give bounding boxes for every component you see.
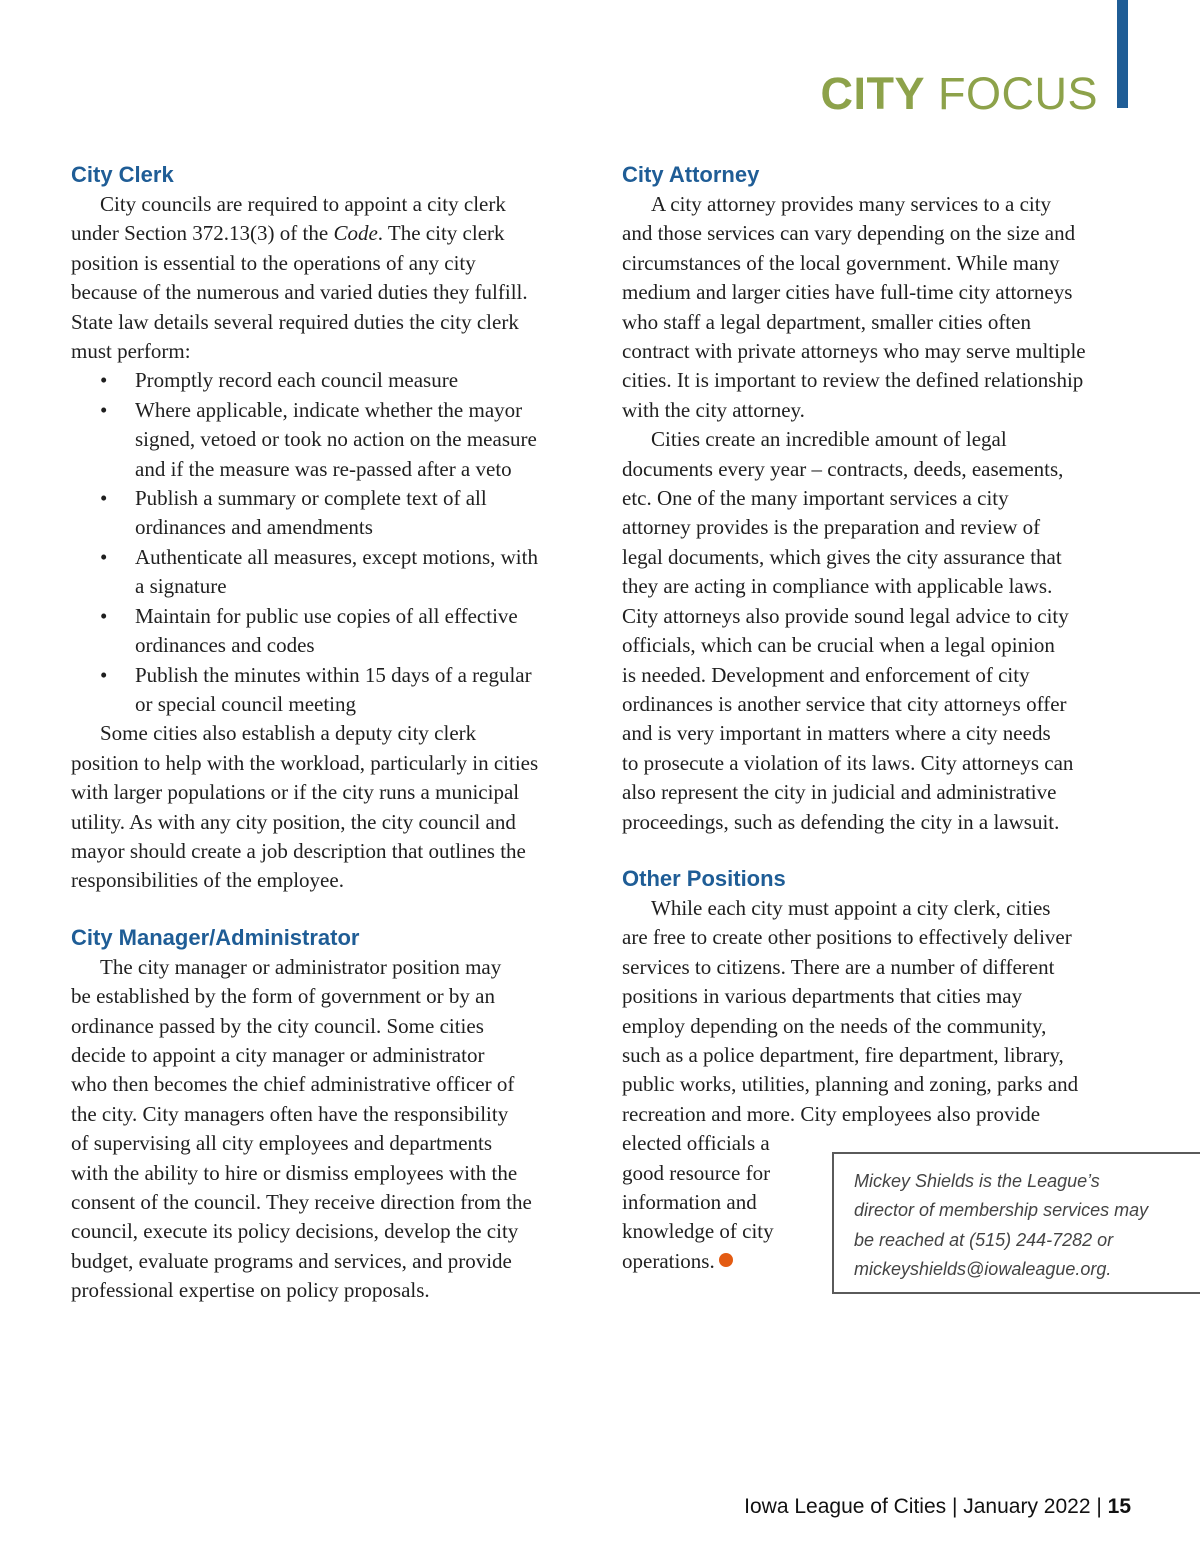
clerk-duties-list: [71, 366, 583, 719]
author-bio-box: [832, 1152, 1200, 1294]
city-clerk-intro: [71, 190, 583, 366]
page-number: 15: [1107, 1495, 1131, 1518]
accent-bar: [1117, 0, 1128, 108]
list-item: • Where applicable, indicate whether the mayor signed, vetoed or took no action on the measure and if the measure was re-passed after a veto: [100, 397, 537, 481]
author-bio: Mickey Shields is the League’s director of membership services may be reached at (515) 244-7282 or mickeyshields@iowaleague.org.: [854, 1171, 1149, 1280]
list-item: • Maintain for public use copies of all effective ordinances and codes: [100, 603, 518, 658]
list-item: • Publish a summary or complete text of all ordinances and amendments: [100, 486, 487, 540]
city-manager-heading: City Manager/Administrator: [71, 924, 360, 950]
text-line: because of the numerous and varied duties they fulfill.: [71, 280, 528, 305]
city-clerk-heading: City Clerk: [71, 162, 174, 187]
masthead-light: FOCUS: [938, 68, 1098, 119]
list-item: • Promptly record each council measure: [100, 368, 459, 393]
city-attorney-paragraph-2: Cities create an incredible amount of legal documents every year – contracts, deeds, easements, etc. One of the many important services a city attorney provides is the preparation and review of legal documents, which gives the city assurance that they are acting in compliance with applicable laws. City attorneys also provide sound legal advice to city officials, which can be crucial when a legal opinion is needed. Development and enforcement of city ordinances is another service that city attorneys offer and is very important in matters where a city needs to prosecute a violation of its laws. City attorneys can also represent the city in judicial and administrative proceedings, such as defending the city in a lawsuit.: [622, 427, 1074, 834]
other-positions-paragraph: While each city must appoint a city clerk, cities are free to create other positions to effectively deliver services to citizens. There are a number of different positions in various departments that cities may employ depending on the needs of the community, such as a police department, fire department, library, public works, utilities, planning and zoning, parks and recreation and more. City employees also provide: [622, 895, 1079, 1126]
city-attorney-paragraph-1: A city attorney provides many services to a city and those services can vary depending on the size and circumstances of the local government. While many medium and larger cities have full-time city attorneys who staff a legal department, smaller cities often contract with private attorneys who may serve multiple cities. It is important to review the defined relationship with the city attorney.: [622, 192, 1086, 422]
text-line: State law details several required duties the city clerk: [71, 309, 519, 334]
masthead-strong: CITY: [820, 68, 925, 119]
left-column: [71, 160, 583, 1306]
text-line: must perform:: [71, 339, 191, 364]
other-positions-wrap: elected officials a good resource for information and knowledge of city operations.: [622, 1131, 774, 1273]
text-line: position is essential to the operations of any city: [71, 250, 476, 275]
other-positions-heading: Other Positions: [622, 865, 786, 891]
section-masthead: [820, 68, 1098, 120]
list-item: • Authenticate all measures, except motions, with a signature: [100, 544, 538, 599]
text-line: under Section 372.13(3) of the Code. The city clerk: [71, 221, 505, 246]
city-clerk-closing: Some cities also establish a deputy city clerk position to help with the workload, particularly in cities with larger populations or if the city runs a municipal utility. As with any city position, the city council and mayor should create a job description that outlines the responsibilities of the employee.: [71, 721, 539, 893]
city-manager-paragraph: The city manager or administrator position may be established by the form of government or by an ordinance passed by the city council. Some cities decide to appoint a city manager or administrator who then becomes the chief administrative officer of the city. City managers often have the responsibility of supervising all city employees and departments with the ability to hire or dismiss employees with the consent of the council. They receive direction from the council, execute its policy decisions, develop the city budget, evaluate programs and services, and provide professional expertise on policy proposals.: [71, 954, 532, 1303]
text-line: City councils are required to appoint a city clerk: [100, 192, 506, 216]
end-mark-icon: [719, 1253, 733, 1267]
city-attorney-heading: City Attorney: [622, 162, 760, 187]
page-footer: [744, 1494, 1131, 1520]
list-item: • Publish the minutes within 15 days of a regular or special council meeting: [100, 662, 532, 716]
right-column: [622, 160, 1130, 1276]
footer-text: Iowa League of Cities | January 2022 |: [744, 1495, 1108, 1518]
